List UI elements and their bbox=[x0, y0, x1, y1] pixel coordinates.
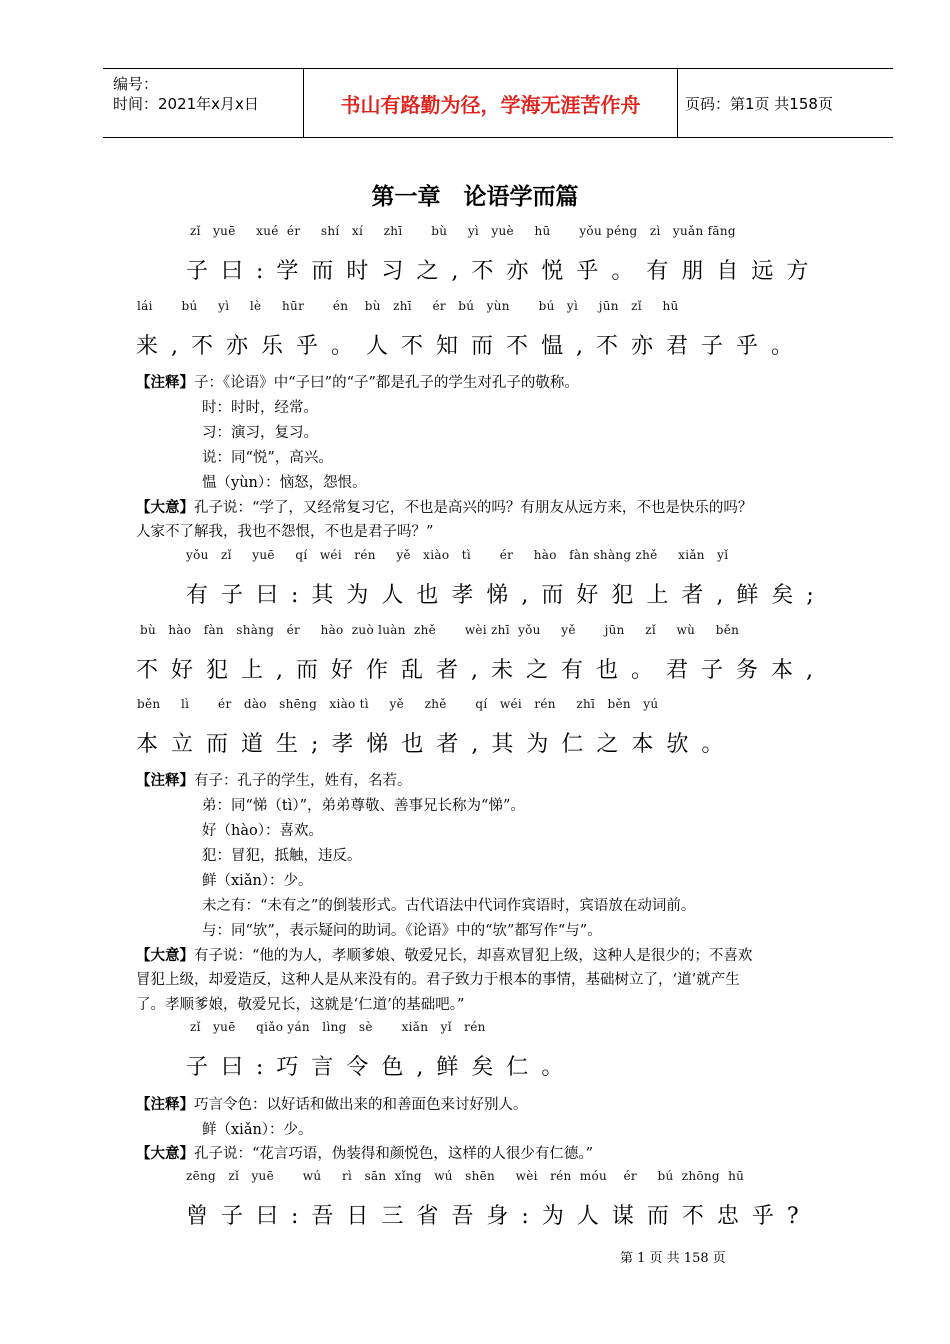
classic-text-line: 曾子曰:吾日三省吾身:为人谋而不忠乎? bbox=[186, 1204, 812, 1229]
classic-text-line: 有子曰:其为人也孝悌,而好犯上者,鲜矣; bbox=[186, 583, 827, 608]
annotation-line: 鲜（xiǎn）：少。 bbox=[202, 873, 313, 889]
pinyin-line: zēng zǐ yuē wú rì sān xǐng wú shēn wèi rén móu ér bú zhōng hū bbox=[186, 1169, 745, 1183]
annotation-line: 习：演习，复习。 bbox=[202, 425, 318, 441]
meaning-line: 【大意】孔子说：“花言巧语，伪装得和颜悦色，这样的人很少有仁德。” bbox=[136, 1145, 594, 1162]
meaning-line: 了。孝顺爹娘，敬爱兄长，这就是‘仁道’的基础吧。” bbox=[136, 997, 465, 1013]
meaning-label: 【大意】 bbox=[136, 1145, 194, 1162]
annotation-line: 好（hào）：喜欢。 bbox=[202, 823, 323, 839]
annotation-line: 犯：冒犯，抵触，违反。 bbox=[202, 848, 362, 864]
classic-text-line: 不好犯上,而好作乱者,未之有也。君子务本, bbox=[136, 658, 826, 683]
pinyin-line: běn lì ér dào shēng xiào tì yě zhě qí wéi rén zhī běn yú bbox=[137, 697, 659, 711]
annotation-line: 【注释】有子：孔子的学生，姓有，名若。 bbox=[136, 772, 412, 789]
serial-number: 编号： bbox=[113, 75, 159, 93]
annotation-line: 与：同“欤”，表示疑问的助词。《论语》中的“欤”都写作“与”。 bbox=[202, 923, 602, 939]
annotation-line: 愠（yùn）：恼怒，怨恨。 bbox=[202, 475, 367, 491]
annotation-label: 【注释】 bbox=[136, 374, 194, 391]
page-footer: 第 1 页 共 158 页 bbox=[620, 1251, 726, 1266]
annotation-label: 【注释】 bbox=[136, 1096, 194, 1113]
annotation-line: 时：时时，经常。 bbox=[202, 400, 318, 416]
classic-text-line: 子曰:学而时习之,不亦悦乎。有朋自远方 bbox=[186, 259, 822, 284]
classic-text-line: 来,不亦乐乎。人不知而不愠,不亦君子乎。 bbox=[136, 334, 806, 359]
annotation-line: 弟：同“悌（tì）”，弟弟尊敬、善事兄长称为“悌”。 bbox=[202, 798, 525, 814]
pinyin-line: bù hào fàn shàng ér hào zuò luàn zhě wèi zhī yǒu yě jūn zǐ wù běn bbox=[140, 623, 740, 637]
annotation-line: 【注释】子：《论语》中“子曰”的“子”都是孔子的学生对孔子的敬称。 bbox=[136, 374, 579, 391]
annotation-line: 说：同“悦”，高兴。 bbox=[202, 450, 333, 466]
meaning-line: 【大意】有子说：“他的为人，孝顺爹娘、敬爱兄长，却喜欢冒犯上级，这种人是很少的；不喜欢 bbox=[136, 947, 753, 964]
meaning-line: 【大意】孔子说：“学了，又经常复习它，不也是高兴的吗？有朋友从远方来，不也是快乐的吗？ bbox=[136, 499, 753, 516]
meaning-label: 【大意】 bbox=[136, 947, 194, 964]
pinyin-line: yǒu zǐ yuē qí wéi rén yě xiào tì ér hào fàn shàng zhě xiǎn yǐ bbox=[186, 548, 729, 562]
pinyin-line: lái bú yì lè hūr én bù zhī ér bú yùn bú yì jūn zǐ hū bbox=[137, 299, 679, 313]
classic-text-line: 子曰:巧言令色,鲜矣仁。 bbox=[186, 1055, 577, 1080]
classic-text-line: 本立而道生;孝悌也者,其为仁之本欤。 bbox=[136, 732, 737, 757]
header-page-number: 页码：第1页 共158页 bbox=[685, 94, 833, 113]
annotation-line: 鲜（xiǎn）：少。 bbox=[202, 1122, 313, 1138]
meaning-line: 冒犯上级，却爱造反，这种人是从来没有的。君子致力于根本的事情，基础树立了，‘道’就产生 bbox=[136, 972, 740, 988]
pinyin-line: zǐ yuē xué ér shí xí zhī bù yì yuè hū yǒu péng zì yuǎn fāng bbox=[190, 224, 736, 238]
page-header bbox=[103, 68, 893, 138]
date-text: 时间：2021年x月x日 bbox=[113, 95, 259, 113]
pinyin-line: zǐ yuē qiǎo yán lìng sè xiǎn yǐ rén bbox=[190, 1020, 486, 1034]
meaning-line: 人家不了解我，我也不怨恨，不也是君子吗？” bbox=[136, 524, 434, 540]
chapter-title: 第一章 论语学而篇 bbox=[371, 184, 579, 210]
meaning-label: 【大意】 bbox=[136, 499, 194, 516]
annotation-line: 未之有：“未有之”的倒装形式。古代语法中代词作宾语时，宾语放在动词前。 bbox=[202, 898, 696, 914]
header-info-cell bbox=[103, 69, 303, 137]
annotation-line: 【注释】巧言令色：以好话和做出来的和善面色来讨好别人。 bbox=[136, 1096, 528, 1113]
header-slogan: 书山有路勤为径，学海无涯苦作舟 bbox=[303, 69, 678, 137]
annotation-label: 【注释】 bbox=[136, 772, 194, 789]
